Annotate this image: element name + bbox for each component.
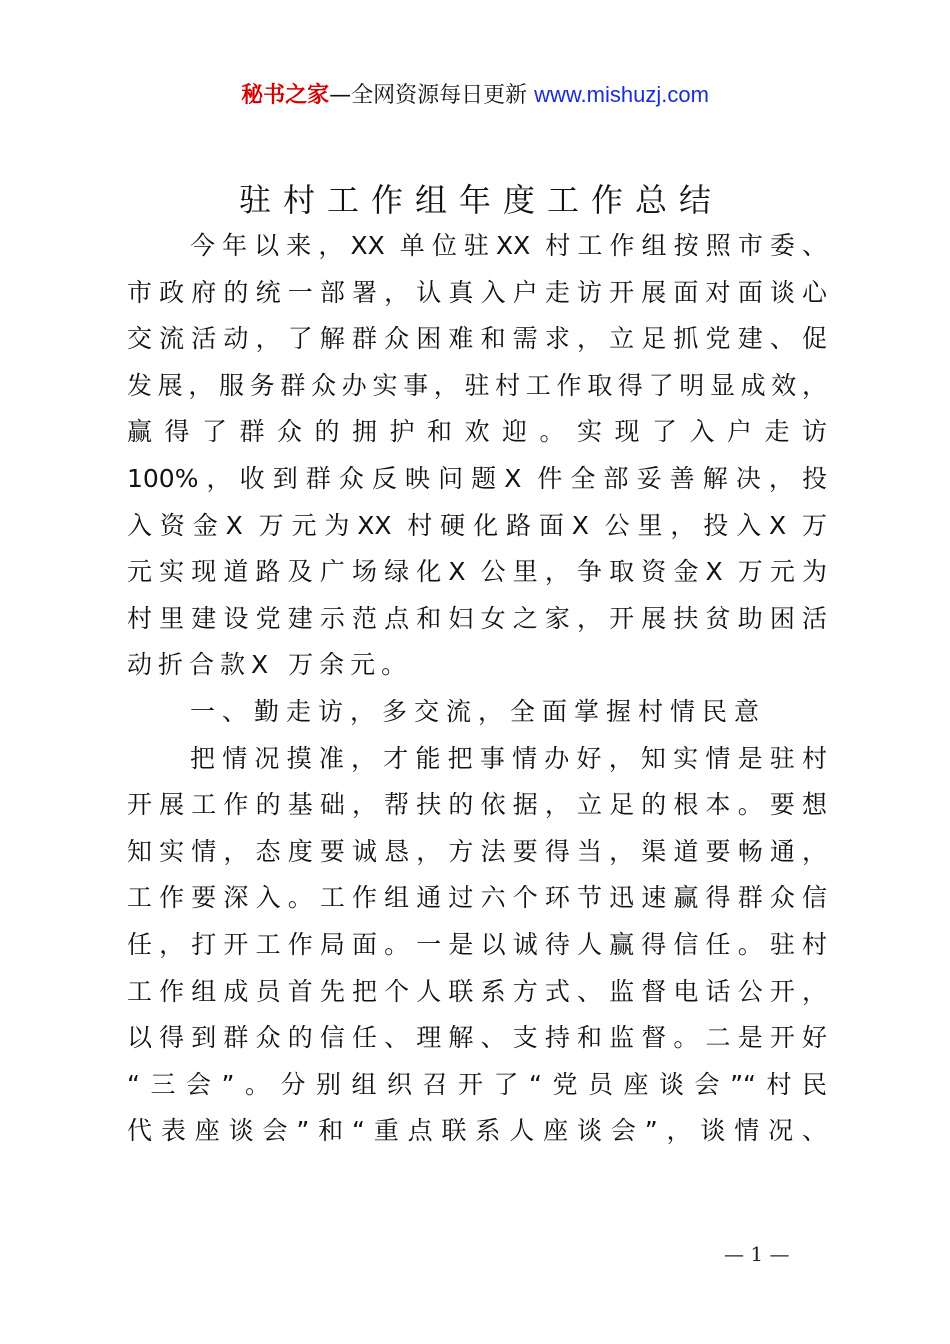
site-banner <box>0 80 950 111</box>
text-line: 知实情，态度要诚恳，方法要得当，渠道要畅通， <box>127 836 827 866</box>
text-line: 工作要深入。工作组通过六个环节迅速赢得群众信 <box>127 883 827 913</box>
page-number: — 1 — <box>724 1242 790 1266</box>
section-heading: 一、勤走访，多交流，全面掌握村情民意 <box>190 696 767 726</box>
text-line: 动折合款X 万余元。 <box>127 650 413 680</box>
site-url-link[interactable]: www.mishuzj.com <box>534 82 709 107</box>
text-line: 交流活动，了解群众困难和需求，立足抓党建、促 <box>127 324 827 354</box>
text-line: 把情况摸准，才能把事情办好，知实情是驻村 <box>190 743 827 773</box>
text-line: 开展工作的基础，帮扶的依据，立足的根本。要想 <box>127 790 827 820</box>
text-line: 入资金X 万元为XX 村硬化路面X 公里，投入X 万 <box>127 510 827 540</box>
brand-name: 秘书之家 <box>241 83 330 108</box>
text-line: 村里建设党建示范点和妇女之家，开展扶贫助困活 <box>127 603 827 633</box>
text-line: 任，打开工作局面。一是以诚待人赢得信任。驻村 <box>127 929 827 959</box>
document-title: 驻村工作组年度工作总结 <box>238 181 723 219</box>
text-line: 工作组成员首先把个人联系方式、监督电话公开， <box>127 976 827 1006</box>
banner-slogan: —全网资源每日更新 <box>329 83 535 108</box>
text-line: 代表座谈会”和“重点联系人座谈会”，谈情况、 <box>127 1116 827 1146</box>
text-line: 今年以来，XX 单位驻XX 村工作组按照市委、 <box>190 231 827 260</box>
text-line: 市政府的统一部署，认真入户走访开展面对面谈心 <box>127 277 827 307</box>
document-body <box>127 223 827 1155</box>
text-line: 元实现道路及广场绿化X 公里，争取资金X 万元为 <box>127 557 827 587</box>
text-line: 发展，服务群众办实事，驻村工作取得了明显成效， <box>127 370 827 400</box>
text-line: “三会”。分别组织召开了“党员座谈会”“村民 <box>127 1069 827 1099</box>
text-line: 以得到群众的信任、理解、支持和监督。二是开好 <box>127 1023 827 1053</box>
text-line: 100%，收到群众反映问题X 件全部妥善解决，投 <box>127 463 827 493</box>
text-line: 赢得了群众的拥护和欢迎。实现了入户走访 <box>127 417 827 447</box>
